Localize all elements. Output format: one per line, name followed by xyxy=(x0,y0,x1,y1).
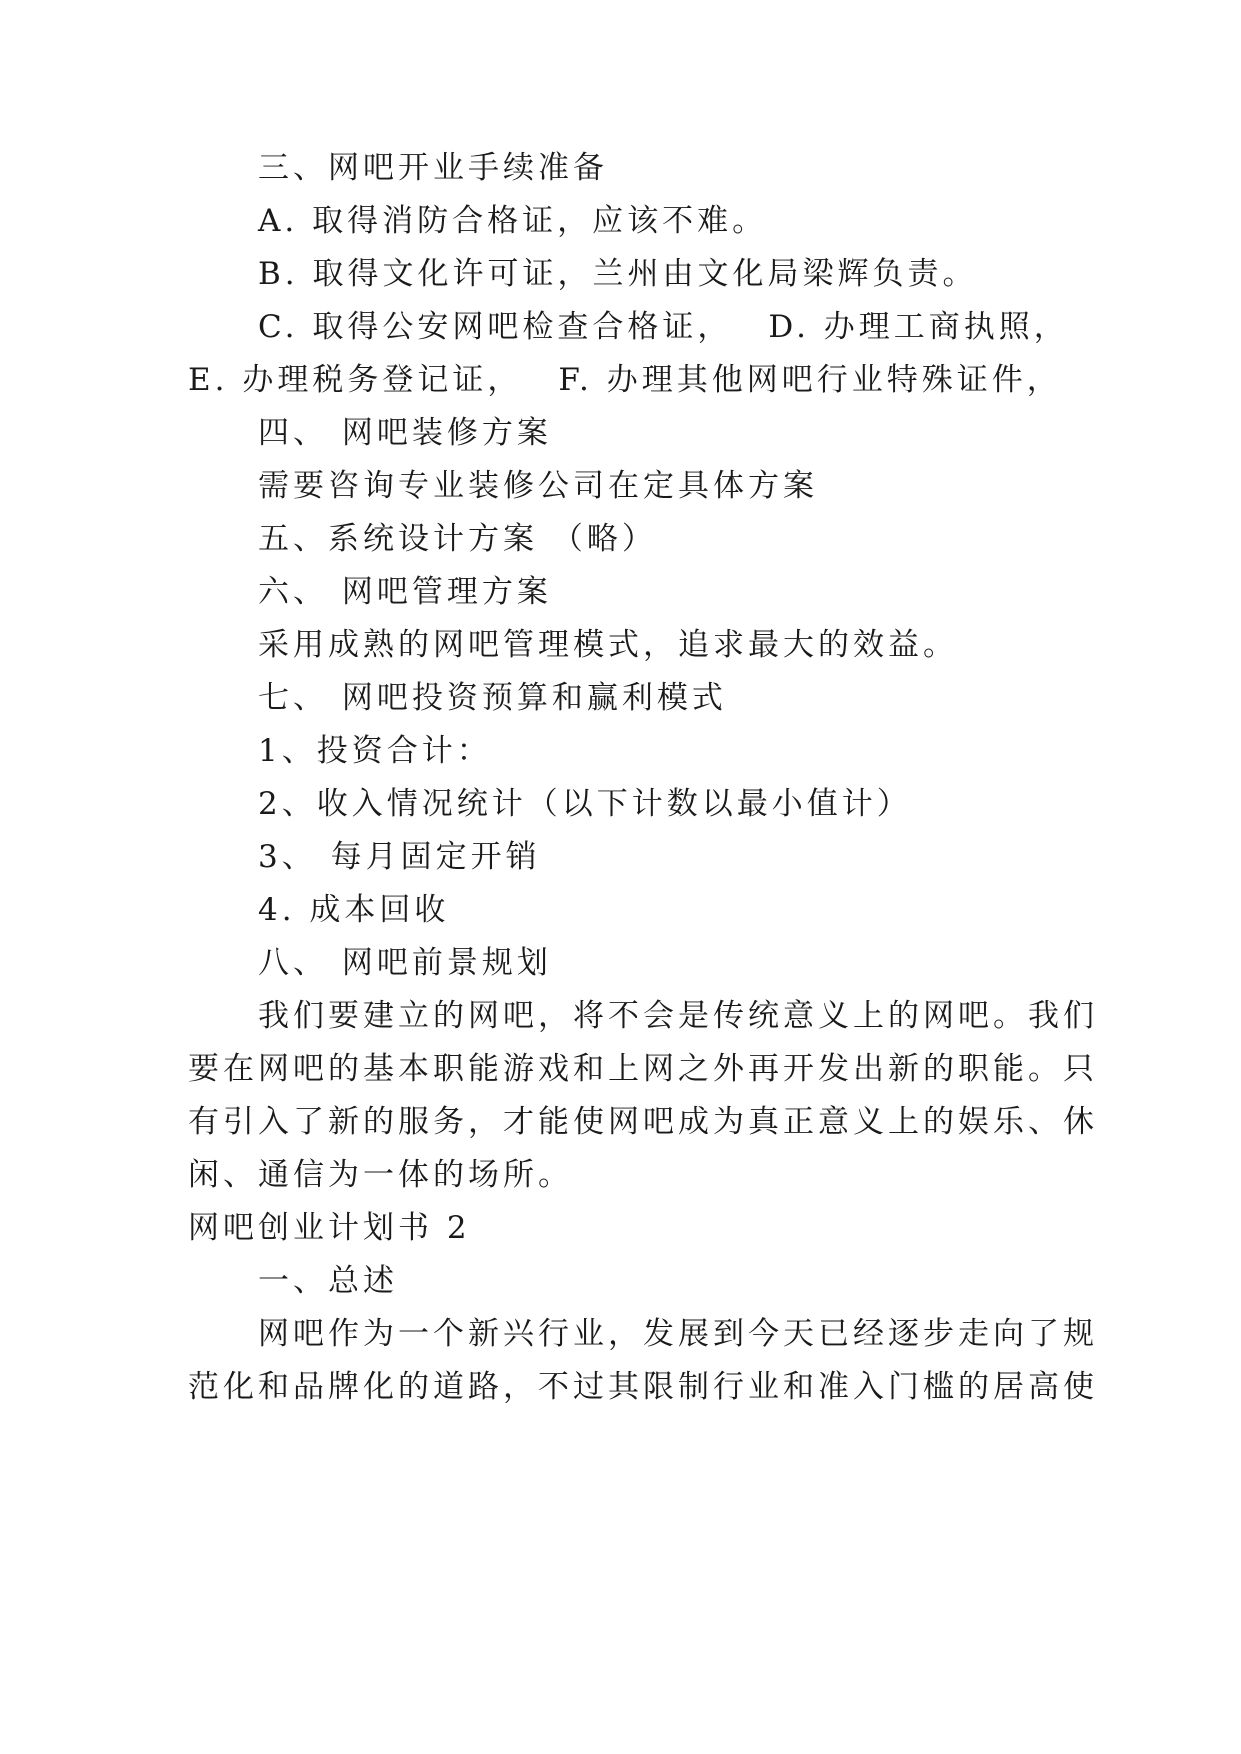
section-heading-5: 五、系统设计方案 （略） xyxy=(258,521,657,557)
numbered-item-1: 1、投资合计： xyxy=(258,733,492,769)
list-line-c-d xyxy=(0,307,1241,347)
list-item-a: A. 取得消防合格证，应该不难。 xyxy=(258,203,768,239)
numbered-item-4: 4. 成本回收 xyxy=(258,892,450,928)
list-item-f: F. 办理其他网吧行业特殊证件， xyxy=(558,362,1062,398)
paragraph-line: 要在网吧的基本职能游戏和上网之外再开发出新的职能。只 xyxy=(188,1051,1098,1087)
list-line-e-f xyxy=(0,360,1241,400)
list-item-b: B. 取得文化许可证，兰州由文化局梁辉负责。 xyxy=(258,256,978,292)
paragraph-line: 范化和品牌化的道路，不过其限制行业和准入门槛的居高使 xyxy=(188,1369,1098,1405)
section-heading-8: 八、 网吧前景规划 xyxy=(258,945,552,981)
numbered-item-2: 2、收入情况统计（以下计数以最小值计） xyxy=(258,786,912,822)
section-heading-1: 一、总述 xyxy=(258,1263,398,1299)
paragraph-line: 闲、通信为一体的场所。 xyxy=(188,1157,573,1193)
list-item-d: D. 办理工商执照， xyxy=(768,309,1069,345)
section-heading-4: 四、 网吧装修方案 xyxy=(258,415,552,451)
paragraph-line: 我们要建立的网吧，将不会是传统意义上的网吧。我们 xyxy=(258,998,1098,1034)
numbered-item-3: 3、 每月固定开销 xyxy=(258,839,541,875)
paragraph-line: 有引入了新的服务，才能使网吧成为真正意义上的娱乐、休 xyxy=(188,1104,1098,1140)
paragraph: 采用成熟的网吧管理模式，追求最大的效益。 xyxy=(258,627,958,663)
section-heading-7: 七、 网吧投资预算和赢利模式 xyxy=(258,680,727,716)
section-heading-3: 三、网吧开业手续准备 xyxy=(258,150,608,186)
document-title: 网吧创业计划书 2 xyxy=(188,1210,471,1246)
paragraph: 需要咨询专业装修公司在定具体方案 xyxy=(258,468,818,504)
list-item-c: C. 取得公安网吧检查合格证， xyxy=(258,309,733,345)
section-heading-6: 六、 网吧管理方案 xyxy=(258,574,552,610)
paragraph-line: 网吧作为一个新兴行业，发展到今天已经逐步走向了规 xyxy=(258,1316,1098,1352)
list-item-e: E. 办理税务登记证， xyxy=(188,362,523,398)
